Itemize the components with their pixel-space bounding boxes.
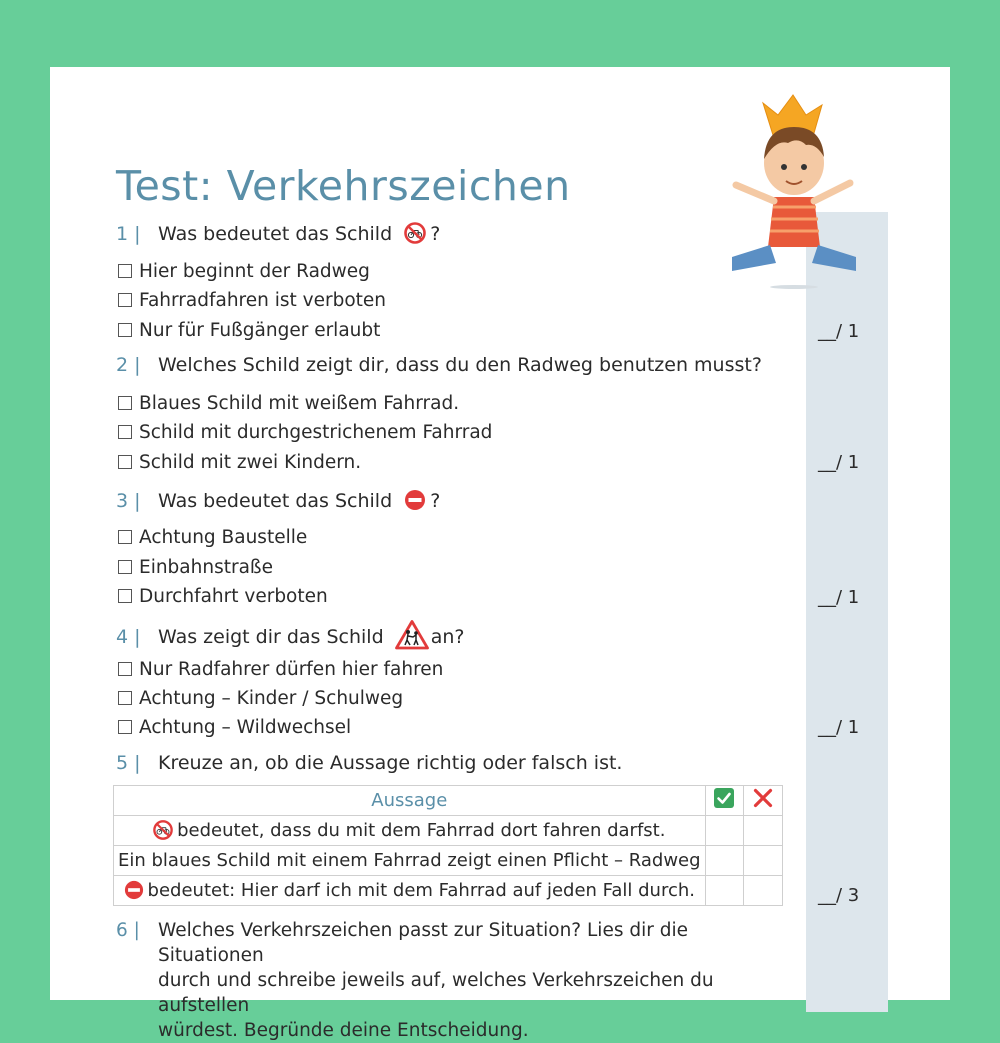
checkbox[interactable] xyxy=(118,720,132,734)
true-cell[interactable] xyxy=(705,876,744,906)
false-cell[interactable] xyxy=(744,846,783,876)
table-row xyxy=(114,816,783,846)
checkbox[interactable] xyxy=(118,560,132,574)
question-5 xyxy=(116,752,622,774)
worksheet xyxy=(50,67,950,1041)
answer-option[interactable]: Hier beginnt der Radweg xyxy=(118,261,370,282)
answer-option[interactable]: Schild mit durchgestrichenem Fahrrad xyxy=(118,422,492,443)
score-field[interactable]: __/ 1 xyxy=(818,717,860,738)
question-number: 3 | xyxy=(116,490,141,512)
question-number: 2 | xyxy=(116,354,141,376)
statement-text: Ein blaues Schild mit einem Fahrrad zeigt einen Pflicht – Radweg xyxy=(114,846,706,876)
no-entry-sign-icon xyxy=(124,880,144,900)
statement-text: bedeutet: Hier darf ich mit dem Fahrrad auf jeden Fall durch. xyxy=(147,880,695,901)
question-number: 1 | xyxy=(116,223,141,245)
question-text: Welches Verkehrszeichen passt zur Situation? Lies dir die Situationen durch und schreibe jeweils auf, welches Verkehrszeichen du aufstellen würdest. Begründe deine Entscheidung. xyxy=(158,920,714,1041)
question-text-end: an? xyxy=(430,626,465,648)
answer-option[interactable]: Durchfahrt verboten xyxy=(118,586,328,607)
question-3 xyxy=(116,489,440,512)
checkbox[interactable] xyxy=(118,589,132,603)
question-number: 6 | xyxy=(116,920,140,941)
question-6 xyxy=(116,918,778,1043)
question-text: Was bedeutet das Schild xyxy=(158,490,393,512)
checkbox[interactable] xyxy=(118,691,132,705)
table-header-row xyxy=(114,786,783,816)
boy-with-crown-illustration xyxy=(718,81,858,291)
checkbox[interactable] xyxy=(118,396,132,410)
checkbox[interactable] xyxy=(118,264,132,278)
statement-text: bedeutet, dass du mit dem Fahrrad dort fahren darfst. xyxy=(177,820,666,841)
question-text-end: ? xyxy=(430,223,441,245)
answer-option[interactable]: Blaues Schild mit weißem Fahrrad. xyxy=(118,393,459,414)
checkbox[interactable] xyxy=(118,293,132,307)
checkbox[interactable] xyxy=(118,662,132,676)
answer-option[interactable]: Einbahnstraße xyxy=(118,557,273,578)
question-2 xyxy=(116,354,762,376)
statement-table xyxy=(113,785,783,906)
checkbox[interactable] xyxy=(118,455,132,469)
answer-option[interactable]: Nur Radfahrer dürfen hier fahren xyxy=(118,659,443,680)
true-cell[interactable] xyxy=(705,846,744,876)
score-field[interactable]: __/ 1 xyxy=(818,321,860,342)
answer-option[interactable]: Fahrradfahren ist verboten xyxy=(118,290,386,311)
score-field[interactable]: __/ 3 xyxy=(818,885,860,906)
question-text: Was zeigt dir das Schild xyxy=(158,626,384,648)
table-row xyxy=(114,876,783,906)
checkbox[interactable] xyxy=(118,530,132,544)
question-4 xyxy=(116,620,464,650)
question-text: Welches Schild zeigt dir, dass du den Radweg benutzen musst? xyxy=(158,354,762,376)
false-cell[interactable] xyxy=(744,876,783,906)
score-field[interactable]: __/ 1 xyxy=(818,587,860,608)
page-title: Test: Verkehrszeichen xyxy=(116,162,571,210)
question-1 xyxy=(116,222,440,245)
check-icon xyxy=(713,787,735,809)
no-bicycles-sign-icon xyxy=(153,820,173,840)
answer-option[interactable]: Achtung – Wildwechsel xyxy=(118,717,351,738)
question-text: Kreuze an, ob die Aussage richtig oder falsch ist. xyxy=(158,752,623,774)
question-text: Was bedeutet das Schild xyxy=(158,223,393,245)
question-number: 5 | xyxy=(116,752,141,774)
question-number: 4 | xyxy=(116,626,141,648)
answer-option[interactable]: Achtung – Kinder / Schulweg xyxy=(118,688,403,709)
true-cell[interactable] xyxy=(705,816,744,846)
question-text-end: ? xyxy=(430,490,441,512)
answer-option[interactable]: Achtung Baustelle xyxy=(118,527,307,548)
table-row xyxy=(114,846,783,876)
no-bicycles-sign-icon xyxy=(404,222,426,244)
score-field[interactable]: __/ 1 xyxy=(818,452,860,473)
no-entry-sign-icon xyxy=(404,489,426,511)
children-warning-sign-icon xyxy=(395,620,429,650)
answer-option[interactable]: Schild mit zwei Kindern. xyxy=(118,452,361,473)
statement-header: Aussage xyxy=(114,786,706,816)
checkbox[interactable] xyxy=(118,425,132,439)
cross-icon xyxy=(752,787,774,809)
answer-option[interactable]: Nur für Fußgänger erlaubt xyxy=(118,320,380,341)
checkbox[interactable] xyxy=(118,323,132,337)
false-cell[interactable] xyxy=(744,816,783,846)
